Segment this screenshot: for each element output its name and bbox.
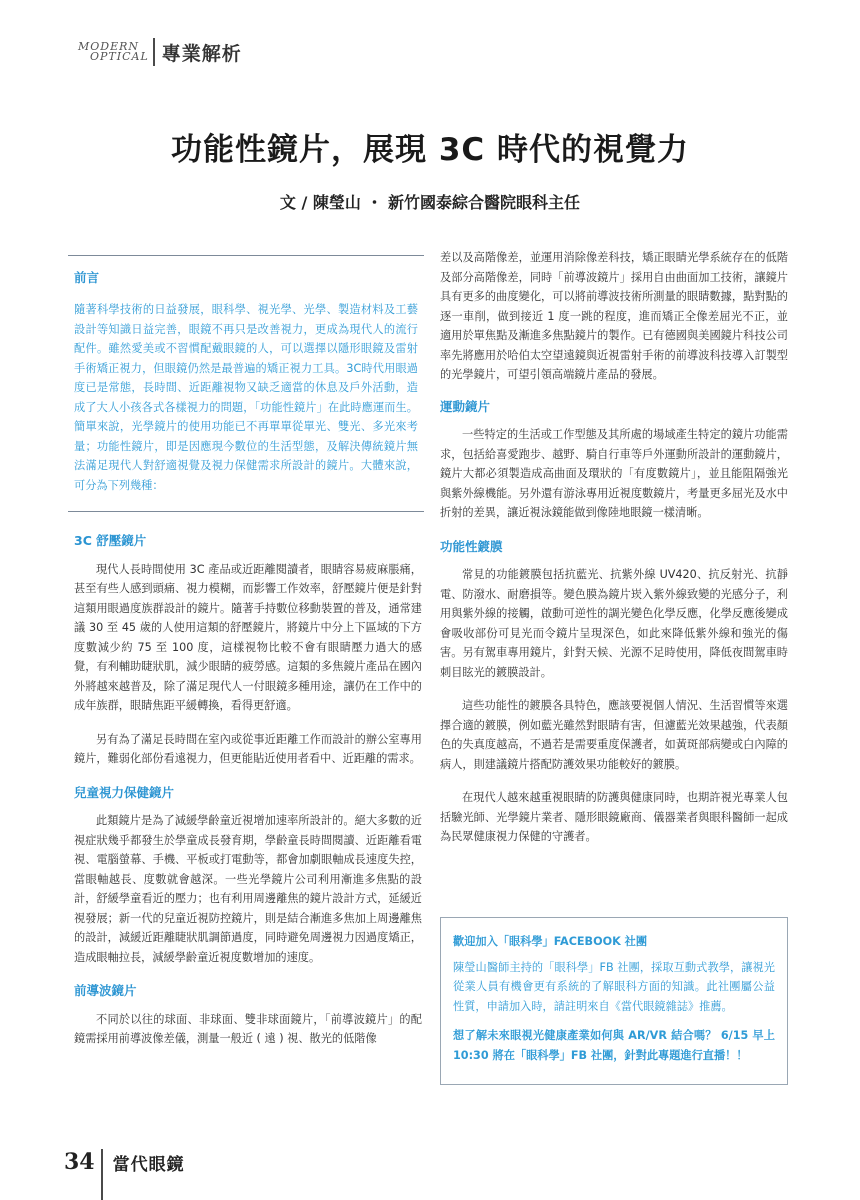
- paragraph: 這些功能性的鍍膜各具特色，應該要視個人情況、生活習慣等來選擇合適的鍍膜，例如藍光雖然對眼睛有害，但濾藍光效果越強，代表顏色的失真度越高，不過若是需要重度保護者，如黃斑部病變或白內障的病人，則建議鏡片搭配防護效果功能較好的鍍膜。: [440, 699, 788, 771]
- brand-line-2: OPTICAL: [90, 50, 149, 63]
- paragraph: 一些特定的生活或工作型態及其所處的場域產生特定的鏡片功能需求，包括給喜愛跑步、越野、騎自行車等戶外運動所設計的運動鏡片，鏡片大都必須製造成高曲面及環狀的「有度數鏡片」，並且能阻隔強光與紫外線機能。另外還有游泳專用近視度數鏡片，考量更多屈光及水中折射的差異，讓近視泳鏡能做到像陸地眼鏡一樣清晰。: [440, 428, 788, 519]
- heading-wavefront-lens: 前導波鏡片: [74, 983, 137, 998]
- page-footer: [64, 1133, 185, 1191]
- promo-heading: 歡迎加入「眼科學」FACEBOOK 社團: [453, 935, 648, 948]
- footer-divider: [101, 1149, 103, 1200]
- header-divider: [153, 38, 155, 66]
- paragraph: 現代人長時間使用 3C 產品或近距離閱讀者，眼睛容易疲麻脹痛，甚至有些人感到頭痛、視力模糊，而影響工作效率，舒壓鏡片便是針對這類用眼過度族群設計的鏡片。隨著手持數位移動裝置的普及，通常建議 30 至 45 歲的人使用這類的舒壓鏡片，將鏡片中分上下區域的下方度數減少約 75 至 100 度，這樣視物比較不會有眼睛壓力過大的感覺，有利輔助睫狀肌，減少眼睛的疲勞感。這類的多焦鏡片產品在國內外將越來越普及，除了滿足現代人一付眼鏡多種用途，讓仍在工作中的成年族群，眼睛焦距平緩轉換，看得更舒適。: [74, 562, 422, 712]
- paragraph: 另有為了滿足長時間在室內或從事近距離工作而設計的辦公室專用鏡片，難弱化部份看遠視力，但更能貼近使用者看中、近距離的需求。: [74, 732, 422, 765]
- facebook-promo-box: [440, 917, 788, 1085]
- paragraph: 此類鏡片是為了減緩學齡童近視增加速率所設計的。絕大多數的近視症狀幾乎都發生於學童成長發育期，學齡童長時間閱讀、近距離看電視、電腦螢幕、手機、平板或打電動等，都會加劇眼軸成長速度失控，當眼軸越長、度數就會越深。一些光學鏡片公司利用漸進多焦點的設計，舒緩學童看近的壓力；也有利用周邊離焦的鏡片設計方式，延緩近視發展；新一代的兒童近視防控鏡片，則是結合漸進多焦加上周邊離焦的設計，減緩近距離睫狀肌調節過度，同時避免周邊視力因過度矯正，造成眼軸拉長，減緩學齡童近視度數增加的速度。: [74, 814, 422, 964]
- paragraph: 不同於以往的球面、非球面、雙非球面鏡片，「前導波鏡片」的配鏡需採用前導波像差儀，測量一般近 ( 遠 ) 視、散光的低階像: [74, 1012, 422, 1045]
- paragraph: 常見的功能鍍膜包括抗藍光、抗紫外線 UV420、抗反射光、抗靜電、防潑水、耐磨損等。變色膜為鏡片崁入紫外線致變的光感分子，利用與紫外線的接觸，啟動可逆性的調光變色化學反應，化學反應後變成會吸收部份可見光而令鏡片呈現深色，如此來降低紫外線和強光的傷害。另有駕車專用鏡片，針對天候、光源不足時使用，降低夜間駕車時刺目眩光的鍍膜設計。: [440, 568, 788, 679]
- brand-line-1: MODERN: [78, 40, 140, 53]
- page-number: 34: [64, 1149, 95, 1175]
- heading-sport-lens: 運動鏡片: [440, 398, 491, 414]
- section-title: 專業解析: [161, 42, 242, 65]
- promo-body: 陳瑩山醫師主持的「眼科學」FB 社團，採取互動式教學，讓視光從業人員有機會更有系統的了解眼科方面的知識。此社團屬公益性質，申請加入時，請註明來自《當代眼鏡雜誌》推薦。: [453, 960, 775, 1013]
- paragraph: 差以及高階像差，並運用消除像差科技，矯正眼睛光學系統存在的低階及部分高階像差，同時「前導波鏡片」採用自由曲面加工技術，讓鏡片具有更多的曲度變化，可以將前導波技術所測量的眼睛數據，點對點的逐一車削，做到接近 1 度一跳的程度，進而矯正全像差屈光不正，並適用於單焦點及漸進多焦點鏡片的製作。已有德國與美國鏡片科技公司率先將應用於哈伯太空望遠鏡與近視雷射手術的前導波科技導入訂製型的光學鏡片，可望引領高端鏡片產品的發展。: [440, 251, 788, 381]
- page-header: [78, 38, 242, 66]
- promo-livestream-note: 想了解未來眼視光健康產業如何與 AR/VR 結合嗎？ 6/15 早上 10:30 將在「眼科學」FB 社團，針對此專題進行直播！！: [453, 1029, 775, 1062]
- heading-kids-lens: 兒童視力保健鏡片: [74, 784, 175, 800]
- article-title: 功能性鏡片，展現 3C 時代的視覺力: [171, 132, 689, 168]
- magazine-name: 當代眼鏡: [112, 1154, 185, 1175]
- right-column: [440, 248, 788, 847]
- left-column: [74, 519, 422, 1049]
- brand-logo: [78, 42, 149, 62]
- intro-box: [68, 255, 424, 512]
- intro-heading: 前言: [74, 270, 100, 285]
- heading-coating: 功能性鍍膜: [440, 538, 503, 554]
- heading-3c-lens: 3C 舒壓鏡片: [74, 533, 147, 548]
- paragraph: 在現代人越來越重視眼睛的防護與健康同時，也期許視光專業人包括驗光師、光學鏡片業者、隱形眼鏡廠商、儀器業者與眼科醫師一起成為民眾健康視力保健的守護者。: [440, 791, 788, 843]
- article-byline: 文 / 陳瑩山 ・ 新竹國泰綜合醫院眼科主任: [279, 193, 581, 212]
- intro-paragraph: 隨著科學技術的日益發展，眼科學、視光學、光學、製造材料及工藝設計等知識日益完善，眼鏡不再只是改善視力，更成為現代人的流行配件。雖然愛美或不習慣配戴眼鏡的人，可以選擇以隱形眼鏡及雷射手術矯正視力，但眼鏡仍然是最普遍的矯正視力工具。3C時代用眼過度已是常態，長時間、近距離視物又缺乏適當的休息及戶外活動，造成了大人小孩各式各樣視力的問題，「功能性鏡片」在此時應運而生。簡單來說，光學鏡片的使用功能已不再單單從單光、雙光、多光來考量；功能性鏡片，即是因應現今數位的生活型態，及解決傳統鏡片無法滿足現代人對舒適視覺及視力保健需求所設計的鏡片。大體來說，可分為下列幾種：: [74, 303, 418, 492]
